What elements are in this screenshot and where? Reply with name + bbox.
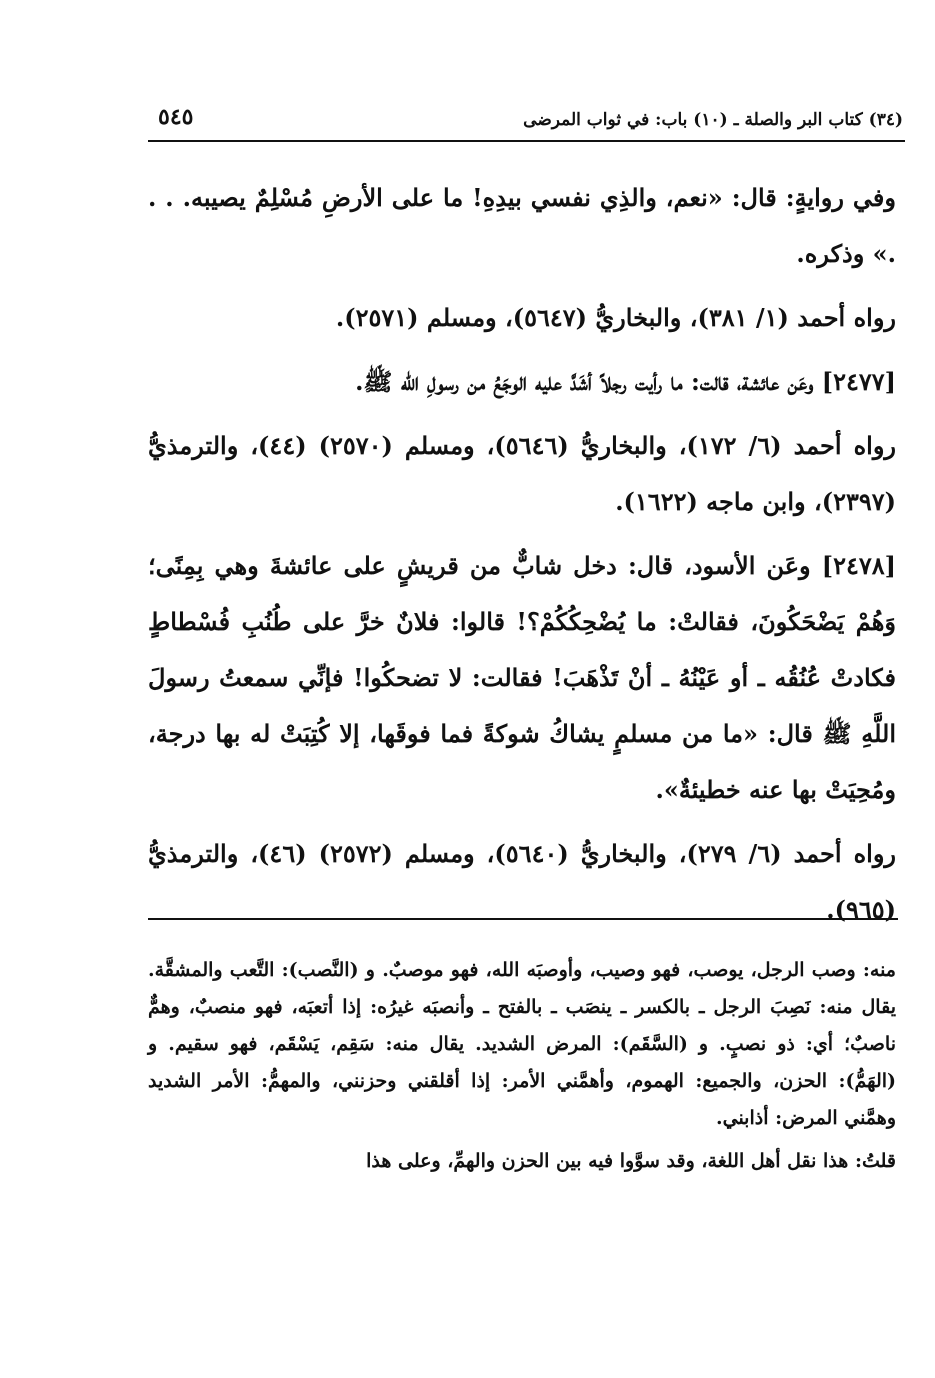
page-number: ٥٤٥ — [158, 104, 194, 130]
commentary-paragraph: منه: وصب الرجل، يوصب، فهو وصيب، وأوصبَه الله، فهو موصبٌ. و (النَّصب): التَّعب والمشقَّة. يقال منه: نَصِبَ الرجل ـ بالكسر ـ ينصَب ـ بالفتح ـ وأنصبَه غيرُه: إذا أتعبَه، فهو منصبٌ، وهمٌّ ناصبٌ؛ أي: ذو نصبٍ. و (السَّقَم): المرض الشديد. يقال منه: سَقِم، يَسْقَم، فهو سقيم. و (الهَمُّ): الحزن، والجميع: الهموم، وأهمَّني الأمر: إذا أقلقني وحزنني، والمهمُّ: الأمر الشديد وهمَّني المرض: أذابني. — [148, 959, 896, 1129]
commentary-notes — [148, 952, 896, 1186]
footnote-divider — [148, 918, 898, 920]
hadith-paragraph: وفي روايةٍ: قال: «نعم، والذِي نفسي بيدِهِ! ما على الأرضِ مُسْلِمٌ يصيبه. . . .» وذكره. — [148, 183, 896, 268]
main-text — [148, 170, 896, 946]
hadith-paragraph: [٢٤٧٨] وعَن الأسود، قال: دخل شابٌّ من قريشٍ على عائشةَ وهي بِمِنًى؛ وَهُمْ يَضْحَكُونَ، فقالتْ: ما يُضْحِكُكُمْ؟! قالوا: فلانٌ خرَّ على طُنُبِ فُسْطاطٍ فكادتْ عُنُقُه ـ أو عَيْنُهُ ـ أنْ تَذْهَبَ! فقالت: لا تضحكُوا! فإنِّي سمعتُ رسولَ اللَّهِ ﷺ قال: «ما من مسلمٍ يشاكُ شوكةً فما فوقَها، إلا كُتِبَتْ له بها درجة، ومُحِيَتْ بها عنه خطيئةٌ». — [148, 551, 896, 804]
hadith-citation: رواه أحمد (٦/ ١٧٢)، والبخاريُّ (٥٦٤٦)، ومسلم (٢٥٧٠) (٤٤)، والترمذيُّ (٢٣٩٧)، وابن ماجه (١٦٢٢). — [148, 431, 896, 516]
hadith-paragraph: [٢٤٧٧] وعَن عائشة، قالت: ما رأيت رجلاً أشَدَّ عليه الوجَعُ من رسولِ الله ﷺ. — [355, 367, 896, 396]
page-header — [148, 104, 905, 142]
commentary-paragraph: قلتُ: هذا نقل أهل اللغة، وقد سوَّوا فيه بين الحزن والهمِّ، وعلى هذا — [366, 1150, 896, 1172]
running-title: (٣٤) كتاب البر والصلة ـ (١٠) باب: في ثواب المرضى — [523, 110, 903, 130]
hadith-citation: رواه أحمد (٦/ ٢٧٩)، والبخاريُّ (٥٦٤٠)، ومسلم (٢٥٧٢) (٤٦)، والترمذيُّ (٩٦٥). — [148, 839, 896, 924]
hadith-citation: رواه أحمد (١/ ٣٨١)، والبخاريُّ (٥٦٤٧)، ومسلم (٢٥٧١). — [335, 303, 896, 332]
